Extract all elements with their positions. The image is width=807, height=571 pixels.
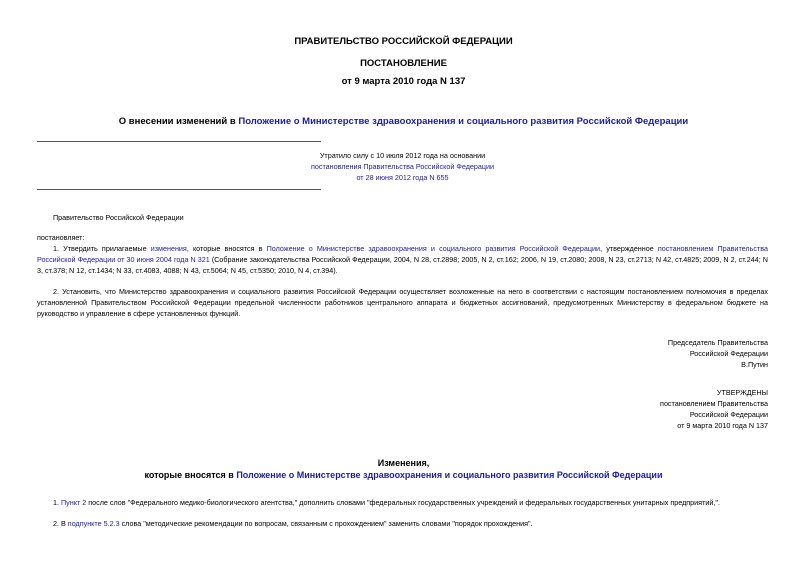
status-note	[300, 150, 505, 183]
changes-heading	[0, 458, 807, 481]
p1-text-d: (Собрание законодательства Российской Федерации, 2004, N 28, ст.2898; 2005, N 2, ст.162; 2006, N 19, ст.2080; 2008, N 23, ст.2713; N 42, ст.4825; 2009, N 2, ст.244; N 3, ст.378; N 12, ст.1434; N 33, ст.4083, 4088; N 43, ст.5064; N 45, ст.5350; 2010, N 4, ст.394).	[37, 255, 769, 275]
changes-regulation-link[interactable]: Положение о Министерстве здравоохранения и социального развития Российской Федерации	[236, 469, 663, 480]
signature-country: Российской Федерации	[689, 349, 768, 358]
signature-name: В.Путин	[741, 360, 768, 369]
approval-country: Российской Федерации	[689, 410, 768, 419]
item1-number: 1.	[53, 498, 61, 507]
approval-date: от 9 марта 2010 года N 137	[677, 421, 768, 430]
changes-heading-line1: Изменения,	[377, 458, 430, 468]
divider-bottom	[37, 189, 321, 190]
signature-block	[668, 337, 768, 370]
approval-block	[660, 387, 768, 431]
changes-heading-prefix: которые вносятся в	[144, 469, 237, 480]
title-prefix: О внесении изменений в	[118, 116, 239, 127]
changes-heading-line2	[0, 470, 807, 482]
item1-text: после слов "Федерального медико-биологического агентства," дополнить словами "федеральных государственных учреждений и федеральных государственных унитарных предприятий,".	[86, 498, 720, 507]
item2-number: 2. В	[53, 519, 68, 528]
p1-text-b: , которые вносятся в	[186, 244, 267, 253]
approval-by: постановлением Правительства	[660, 399, 768, 408]
item1-point-link[interactable]: Пункт 2	[61, 498, 87, 507]
status-note-link-date[interactable]: от 28 июня 2012 года N 655	[356, 173, 449, 182]
p1-decree-link[interactable]: постановлением Правительства Российской Федерации от 30 июня 2004 года N 321	[37, 244, 768, 264]
paragraph-2: 2. Установить, что Министерство здравоохранения и социального развития Российской Федерации осуществляет возложенные на него в соответствии с настоящим постановлением полномочия в пределах установленной Правительством Российской Федерации предельной численности работников центрального аппарата и бюджетных ассигнований, предусмотренных Министерству в федеральном бюджете на руководство и управление в сфере установленных функций.	[37, 287, 768, 318]
item2-subpoint-link[interactable]: подпункте 5.2.3	[67, 519, 120, 528]
status-note-link-decree[interactable]: постановления Правительства Российской Федерации	[310, 162, 495, 171]
government-heading: ПРАВИТЕЛЬСТВО РОССИЙСКОЙ ФЕДЕРАЦИИ	[294, 36, 513, 47]
document-type: ПОСТАНОВЛЕНИЕ	[360, 58, 447, 69]
approval-heading: УТВЕРЖДЕНЫ	[716, 388, 768, 397]
p1-changes-link[interactable]: изменения	[150, 244, 187, 253]
paragraph-1	[37, 243, 768, 276]
decree-word: постановляет:	[37, 233, 85, 242]
p1-regulation-link[interactable]: Положение о Министерстве здравоохранения и социального развития Российской Федерации	[266, 244, 601, 253]
item2-text: слова "методические рекомендации по вопросам, связанным с прохождением" заменить словами "порядок прохождения".	[119, 519, 533, 528]
p1-text-c: , утвержденное	[600, 244, 658, 253]
divider-top	[37, 141, 321, 142]
document-title	[0, 116, 807, 127]
status-note-text: Утратило силу с 10 июля 2012 года на основании	[319, 151, 486, 160]
signature-title: Председатель Правительства	[667, 338, 768, 347]
p1-text-a: 1. Утвердить прилагаемые	[53, 244, 151, 253]
intro-text: Правительство Российской Федерации	[53, 213, 184, 222]
title-regulation-link[interactable]: Положение о Министерстве здравоохранения и социального развития Российской Федерации	[238, 116, 689, 127]
change-item-2	[37, 518, 768, 529]
change-item-1	[37, 497, 768, 508]
document-date-number: от 9 марта 2010 года N 137	[341, 76, 466, 87]
